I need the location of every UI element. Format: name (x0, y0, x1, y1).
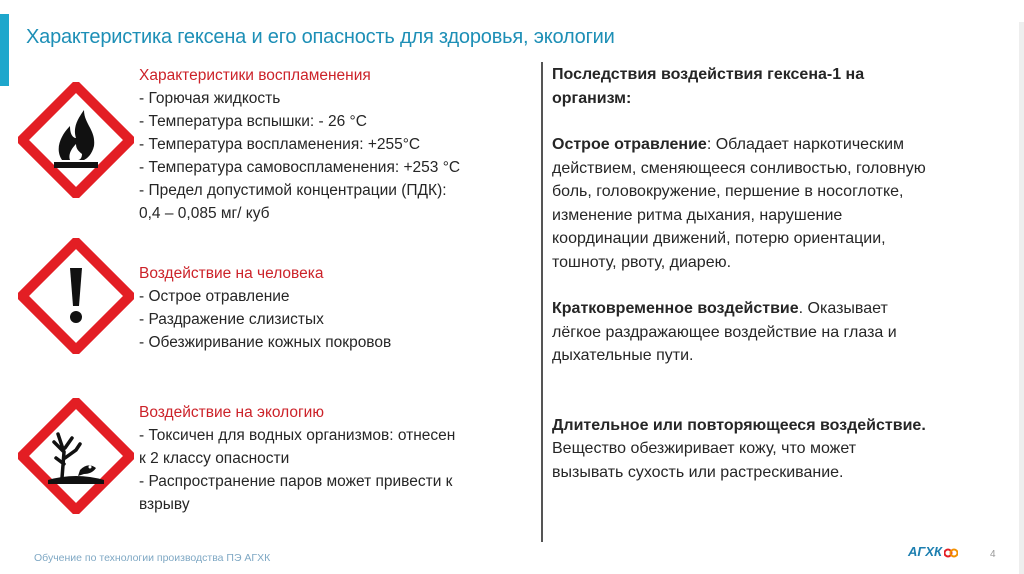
long-term-label: Длительное или повторяющееся воздействие. (552, 416, 926, 434)
page-number: 4 (990, 549, 996, 560)
ecology-impact-line: - Распространение паров может привести к (139, 473, 453, 490)
ecology-impact-line: - Токсичен для водных организмов: отнесен (139, 427, 456, 444)
long-term-text: вызывать сухость или растрескивание. (552, 463, 844, 481)
title-accent-bar (0, 14, 9, 86)
ecology-impact-line: взрыву (139, 496, 190, 513)
ecology-impact-block (139, 401, 455, 516)
short-term-text: лёгкое раздражающее воздействие на глаза и (552, 323, 897, 341)
health-effects-column (552, 63, 1002, 484)
short-term-text: . Оказывает (798, 300, 888, 317)
flammability-block (139, 64, 460, 225)
logo-mark-icon (944, 548, 958, 558)
acute-poisoning-label: Острое отравление (552, 136, 707, 153)
short-term-text: дыхательные пути. (552, 347, 694, 364)
environment-pictogram-icon (18, 398, 134, 514)
right-edge-strip (1019, 22, 1024, 574)
long-term-text: Вещество обезжиривает кожу, что может (552, 440, 857, 457)
acute-poisoning-text: изменение ритма дыхания, нарушение (552, 206, 843, 224)
flammability-line: - Горючая жидкость (139, 90, 281, 107)
logo-text: АГХК (908, 544, 943, 559)
flammability-line: 0,4 – 0,085 мг/ куб (139, 205, 270, 222)
effects-title-line: организм: (552, 89, 632, 107)
short-term-label: Кратковременное воздействие (552, 300, 799, 317)
company-logo (908, 544, 958, 559)
exclamation-pictogram-icon (18, 238, 134, 354)
flammability-line: - Температура самовоспламенения: +253 °С (139, 159, 461, 176)
acute-poisoning-text: координации движений, потерю ориентации, (552, 230, 886, 247)
ecology-impact-heading: Воздействие на экологию (139, 404, 324, 421)
column-divider (541, 62, 543, 542)
flammability-line: - Предел допустимой концентрации (ПДК): (139, 182, 447, 199)
acute-poisoning-text: : Обладает наркотическим (706, 136, 905, 153)
flammability-heading: Характеристики воспламенения (139, 67, 371, 84)
flammability-line: - Температура воспламенения: +255°С (139, 136, 421, 153)
effects-title-line: Последствия воздействия гексена-1 на (552, 66, 865, 83)
human-impact-line: - Обезжиривание кожных покровов (139, 334, 392, 351)
flammability-line: - Температура вспышки: - 26 °С (139, 113, 367, 130)
acute-poisoning-text: тошноту, рвоту, диарею. (552, 253, 732, 271)
acute-poisoning-text: действием, сменяющееся сонливостью, головную (552, 159, 926, 177)
human-impact-line: - Острое отравление (139, 288, 290, 305)
human-impact-block (139, 262, 391, 354)
human-impact-heading: Воздействие на человека (139, 265, 324, 282)
ecology-impact-line: к 2 классу опасности (139, 450, 290, 467)
flame-pictogram-icon (18, 82, 134, 198)
human-impact-line: - Раздражение слизистых (139, 311, 324, 328)
footer-caption: Обучение по технологии производства ПЭ АГХК (34, 552, 271, 564)
acute-poisoning-text: боль, головокружение, першение в носоглотке, (552, 183, 904, 200)
page-title: Характеристика гексена и его опасность для здоровья, экологии (26, 26, 615, 48)
